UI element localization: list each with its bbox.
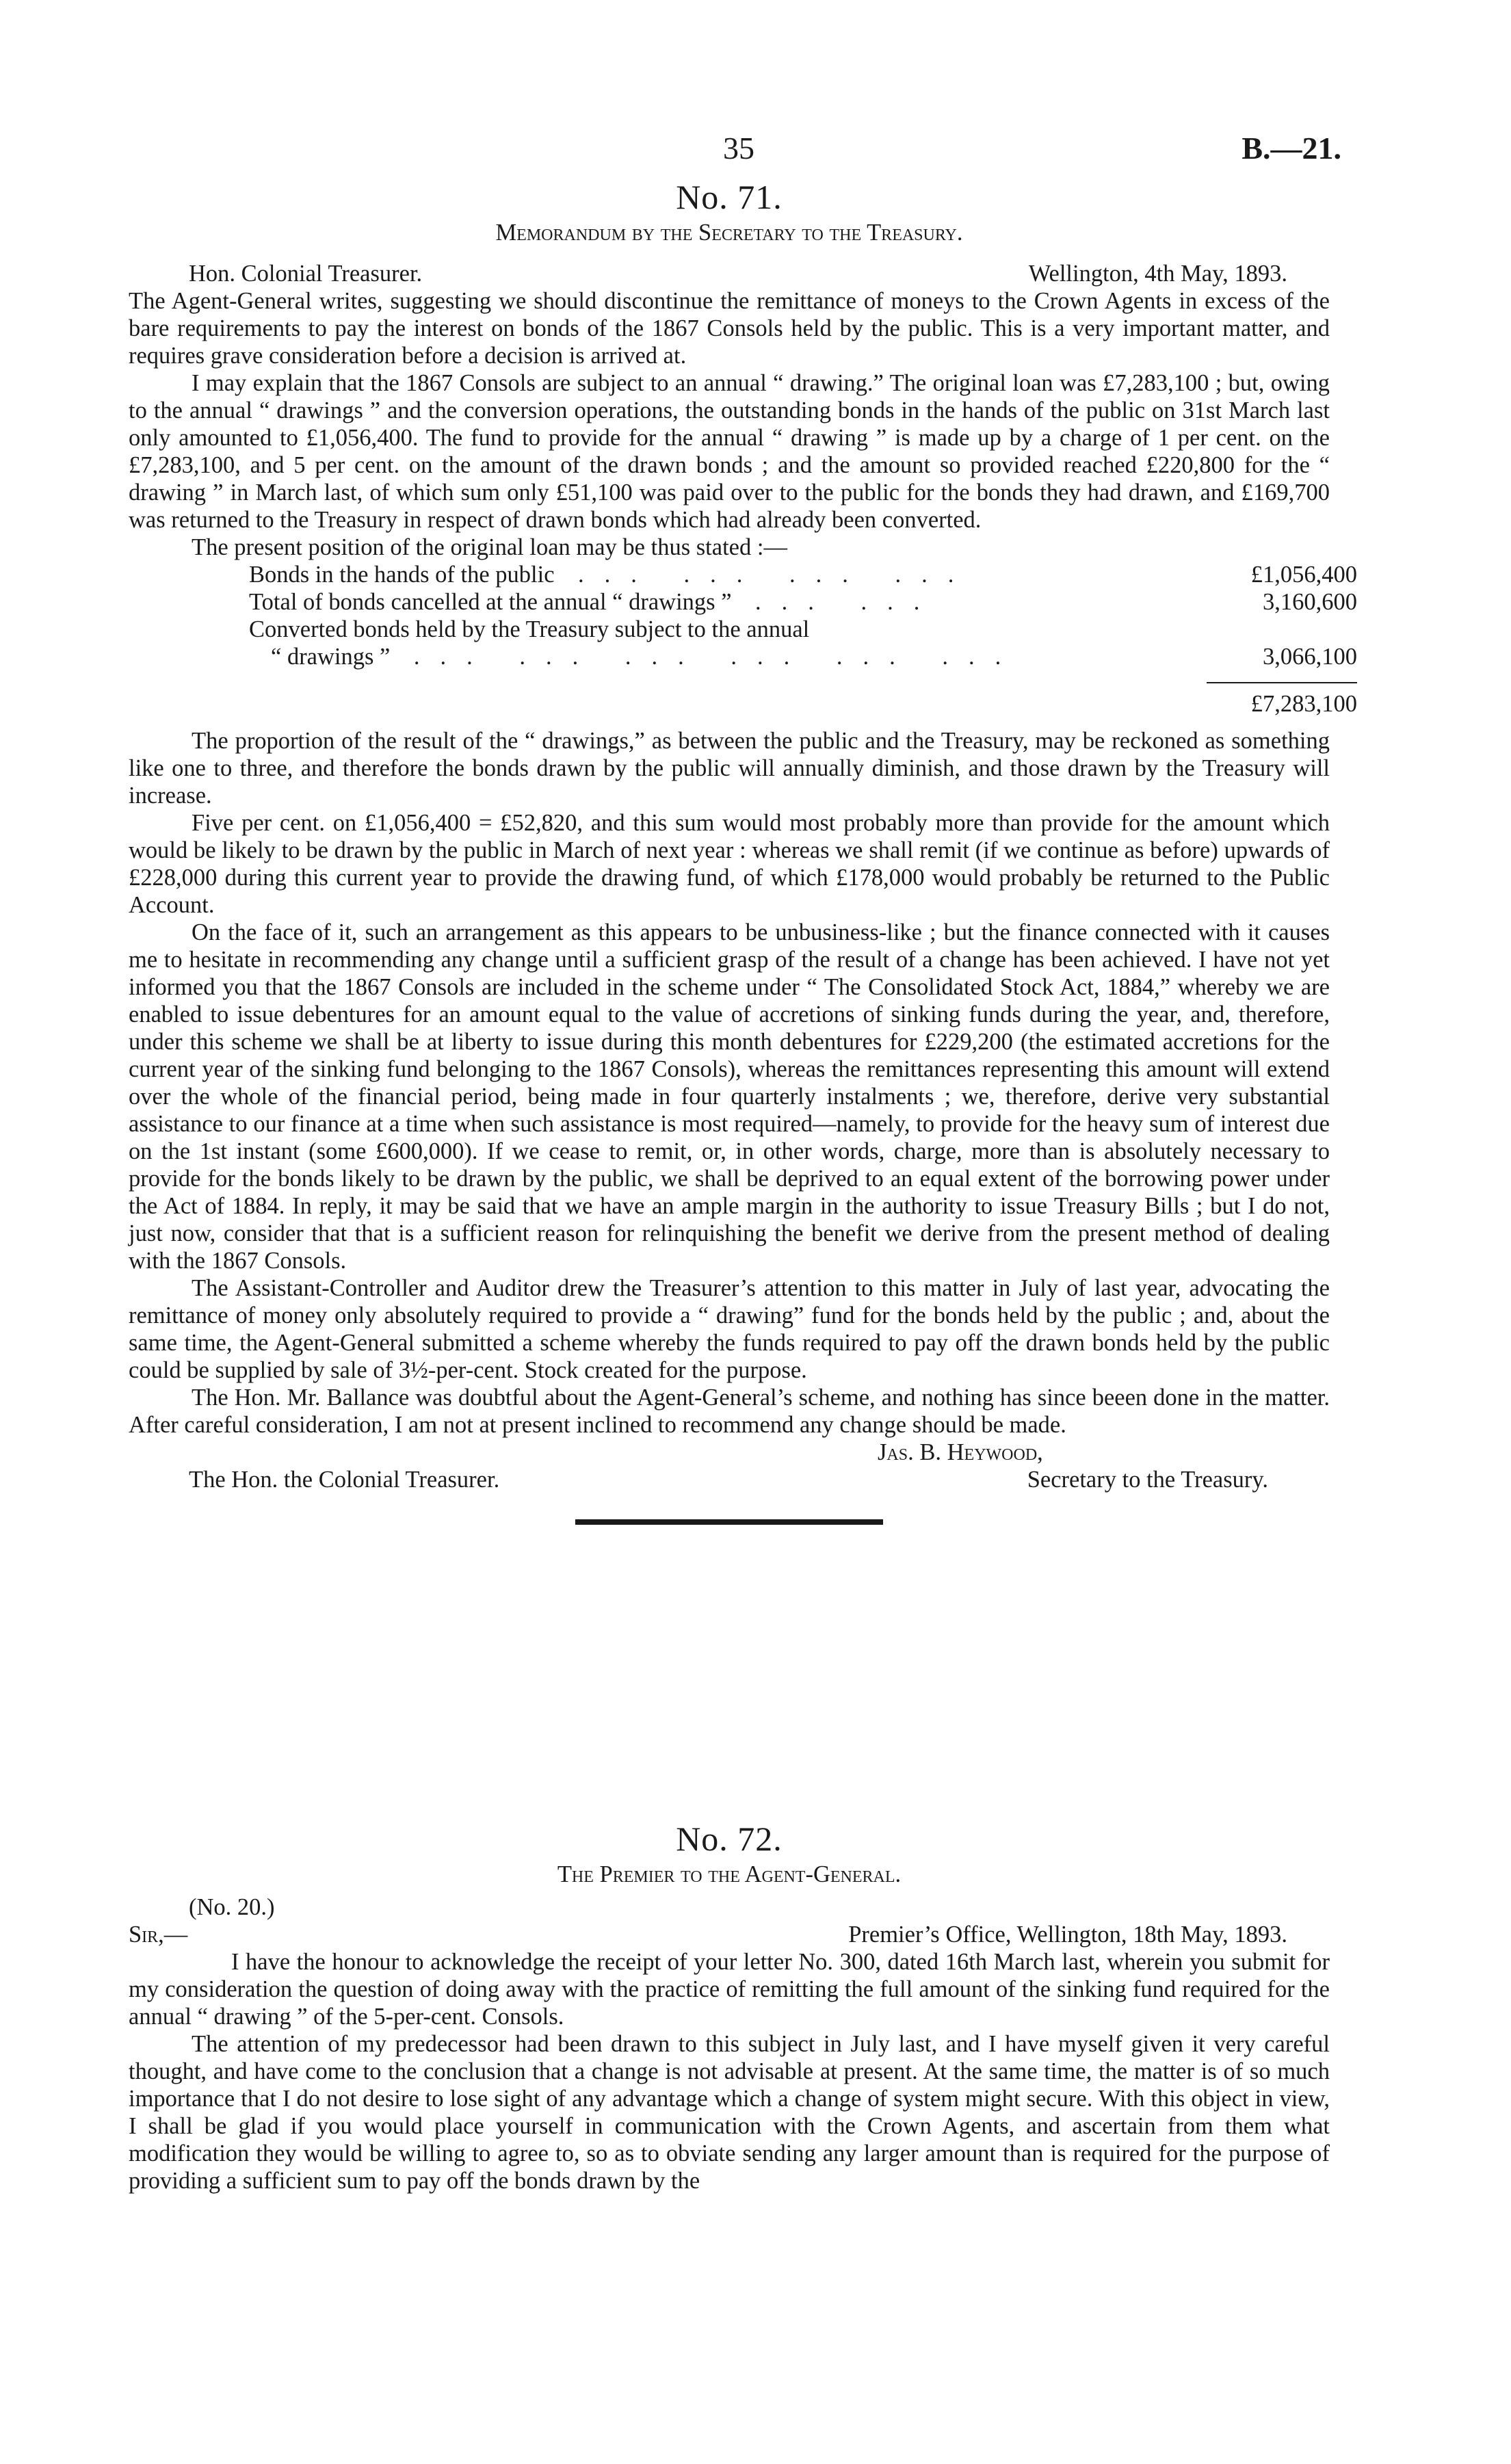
page-number: 35 <box>723 131 754 166</box>
paragraph: The attention of my predecessor had been drawn to this subject in July last, and I have myself given it very careful thought, and have come to the conclusion that a change is not advisable at present. At the same time, the matter is of so much importance that I do not desire to lose sight of any advantage which a change of system might secure. With this object in view, I shall be glad if you would place yourself in communication with the Crown Agents, and ascertain from them what modification they would be willing to agree to, so as to obviate sending any larger amount than is required for the purpose of providing a sufficient sum to pay off the bonds drawn by the <box>129 2031 1330 2194</box>
statement-total: £7,283,100 <box>1207 683 1357 718</box>
statement-amount: 3,160,600 <box>1263 589 1357 615</box>
document-title: The Premier to the Agent-General. <box>557 1861 902 1887</box>
paragraph: The Assistant-Controller and Auditor drew the Treasurer’s attention to this matter in July of last year, advocating the remittance of money only absolutely required to provide a “ drawing” fund for the bonds held by the public ; and, about the same time, the Agent-General submitted a scheme whereby the funds required to pay off the drawn bonds held by the public could be supplied by sale of 3½-per-cent. Stock created for the purpose. <box>129 1275 1330 1383</box>
paragraph: The proportion of the result of the “ drawings,” as between the public and the Treasury, may be reckoned as something like one to three, and therefore the bonds drawn by the public will annually diminish, and those drawn by the Treasury will increase. <box>129 728 1330 809</box>
statement-amount: £1,056,400 <box>1250 562 1357 588</box>
statement-total-row <box>249 683 1357 718</box>
document-reference: B.—21. <box>1241 131 1341 166</box>
letter-reference: (No. 20.) <box>189 1894 275 1920</box>
signature-title: Secretary to the Treasury. <box>1027 1467 1268 1493</box>
statement-row <box>249 643 1357 670</box>
statement-row <box>249 616 1357 643</box>
leader-dots: ... ... ... ... <box>578 562 975 588</box>
salutation-line <box>129 1921 1330 1948</box>
document-number: No. 72. <box>676 1820 783 1858</box>
statement-row <box>249 588 1357 616</box>
paragraph: I have the honour to acknowledge the receipt of your letter No. 300, dated 16th March last, wherein you submit for my consideration the question of doing away with the practice of remitting the full amount of the sinking fund required for the annual “ drawing ” of the 5-per-cent. Consols. <box>129 1949 1330 2030</box>
address-line <box>129 260 1330 287</box>
paragraph: The Agent-General writes, suggesting we should discontinue the remittance of moneys to the Crown Agents in excess of the bare requirements to pay the interest on bonds of the 1867 Consols held by the public. This is a very important matter, and requires grave consideration before a decision is arrived at. <box>129 288 1330 369</box>
statement-amount <box>1207 616 1357 643</box>
place-date: Wellington, 4th May, 1893. <box>1028 261 1287 287</box>
statement-amount: 3,066,100 <box>1263 644 1357 670</box>
salutation: Sir,— <box>129 1922 188 1948</box>
addressee: Hon. Colonial Treasurer. <box>189 261 423 287</box>
statement-label: Converted bonds held by the Treasury subject to the annual <box>249 616 810 642</box>
document-title: Memorandum by the Secretary to the Treasury. <box>495 220 963 246</box>
loan-statement <box>249 561 1357 718</box>
recipient: The Hon. the Colonial Treasurer. <box>189 1467 500 1493</box>
paragraph: The Hon. Mr. Ballance was doubtful about the Agent-General’s scheme, and nothing has since beeen done in the matter. After careful consideration, I am not at present inclined to recommend any change should be made. <box>129 1385 1330 1438</box>
leader-dots: ... ... ... ... ... ... <box>413 644 1022 670</box>
statement-row <box>249 561 1357 588</box>
paragraph: I may explain that the 1867 Consols are subject to an annual “ drawing.” The original loan was £7,283,100 ; but, owing to the annual “ drawings ” and the conversion operations, the outstanding bonds in the hands of the public on 31st March last only amounted to £1,056,400. The fund to provide for the annual “ drawing ” is made up by a charge of 1 per cent. on the £7,283,100, and 5 per cent. on the amount of the drawn bonds ; and the amount so provided reached £220,800 for the “ drawing ” in March last, of which sum only £51,100 was paid over to the public for the bonds they had drawn, and £169,700 was returned to the Treasury in respect of drawn bonds which had already been converted. <box>129 370 1330 533</box>
place-date: Premier’s Office, Wellington, 18th May, 1893. <box>848 1922 1287 1948</box>
leader-dots: ... ... <box>755 589 941 615</box>
letter-72 <box>129 1818 1330 2194</box>
signature-name: Jas. B. Heywood, <box>878 1439 1043 1465</box>
memorandum-71 <box>129 176 1357 1525</box>
paragraph: On the face of it, such an arrangement as this appears to be unbusiness-like ; but the finance connected with it causes me to hesitate in recommending any change until a sufficient grasp of the result of a change has been achieved. I have not yet informed you that the 1867 Consols are included in the scheme under “ The Consolidated Stock Act, 1884,” whereby we are enabled to issue debentures for an amount equal to the value of accretions of sinking funds during the year, and, therefore, under this scheme we shall be at liberty to issue during this month debentures for £229,200 (the estimated accretions for the current year of the sinking fund belonging to the 1867 Consols), whereas the remittances representing this amount will extend over the whole of the financial period, being made in four quarterly instalments ; we, therefore, derive very substantial assistance to our finance at a time when such assistance is most required—namely, to provide for the heavy sum of interest due on the 1st instant (some £600,000). If we cease to remit, or, in other words, charge, more than is absolutely necessary to provide for the bonds likely to be drawn by the public, we shall be deprived to an equal extent of the borrowing power under the Act of 1884. In reply, it may be said that we have an ample margin in the authority to issue Treasury Bills ; but I do not, just now, consider that that is a sufficient reason for relinquishing the benefit we derive from the present method of dealing with the 1867 Consols. <box>129 919 1330 1274</box>
section-divider <box>575 1519 883 1525</box>
document-number: No. 71. <box>676 178 783 216</box>
paragraph: The present position of the original loan may be thus stated :— <box>192 534 787 560</box>
statement-label: Total of bonds cancelled at the annual “ drawings ” <box>249 589 732 615</box>
signature-line <box>129 1466 1330 1493</box>
statement-label: Bonds in the hands of the public <box>249 562 555 588</box>
paragraph: Five per cent. on £1,056,400 = £52,820, and this sum would most probably more than provide for the amount which would be likely to be drawn by the public in March of next year : whereas we shall remit (if we continue as before) upwards of £228,000 during this current year to provide the drawing fund, of which £178,000 would probably be returned to the Public Account. <box>129 810 1330 918</box>
statement-label: “ drawings ” <box>271 644 391 670</box>
